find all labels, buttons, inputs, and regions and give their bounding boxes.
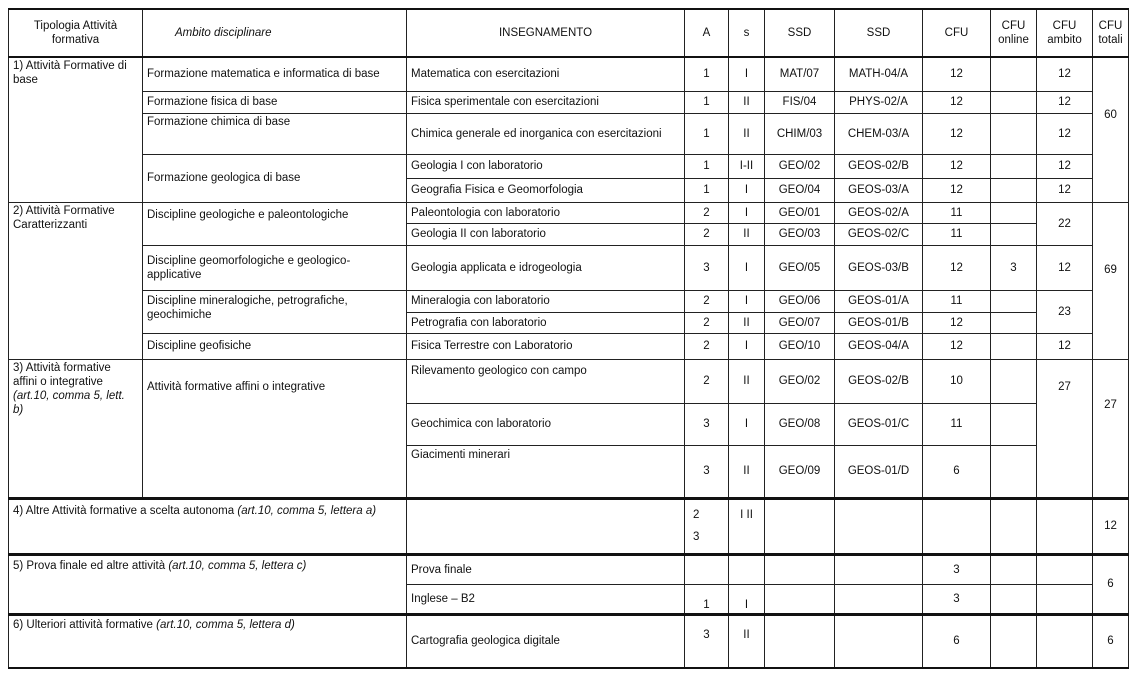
ssd-new-cell: GEOS-03/B bbox=[835, 245, 923, 290]
ssd-cell: GEO/06 bbox=[765, 290, 835, 312]
ssd-new-cell bbox=[835, 584, 923, 614]
cfu-online-cell bbox=[991, 498, 1037, 554]
insegnamento-cell: Geologia II con laboratorio bbox=[407, 223, 685, 245]
cfu-cell: 12 bbox=[923, 312, 991, 333]
semestre-cell: I-II bbox=[729, 154, 765, 178]
header-ambito: Ambito disciplinare bbox=[143, 9, 407, 57]
cfu-ambito-cell bbox=[1037, 554, 1093, 584]
cfu-online-cell bbox=[991, 359, 1037, 403]
cfu-ambito-cell bbox=[1037, 614, 1093, 668]
semestre-cell: I bbox=[729, 290, 765, 312]
cfu-online-cell bbox=[991, 154, 1037, 178]
cfu-ambito-cell: 27 bbox=[1037, 359, 1093, 498]
insegnamento-cell: Rilevamento geologico con campo bbox=[407, 359, 685, 403]
ssd-cell bbox=[765, 554, 835, 584]
cfu-cell: 12 bbox=[923, 91, 991, 113]
cfu-cell: 12 bbox=[923, 113, 991, 154]
cfu-cell: 3 bbox=[923, 554, 991, 584]
cfu-online-cell: 3 bbox=[991, 245, 1037, 290]
insegnamento-cell: Fisica Terrestre con Laboratorio bbox=[407, 333, 685, 359]
anno-cell: 2 bbox=[685, 359, 729, 403]
insegnamento-cell: Geologia I con laboratorio bbox=[407, 154, 685, 178]
ssd-cell: GEO/03 bbox=[765, 223, 835, 245]
ssd-cell: MAT/07 bbox=[765, 57, 835, 91]
semestre-cell: I bbox=[729, 245, 765, 290]
ssd-cell: GEO/09 bbox=[765, 445, 835, 498]
cfu-online-cell bbox=[991, 178, 1037, 202]
ssd-new-cell: GEOS-02/B bbox=[835, 359, 923, 403]
semestre-cell: I bbox=[729, 584, 765, 614]
ssd-new-cell: GEOS-04/A bbox=[835, 333, 923, 359]
cfu-online-cell bbox=[991, 614, 1037, 668]
cfu-cell: 11 bbox=[923, 202, 991, 223]
ssd-new-cell: CHEM-03/A bbox=[835, 113, 923, 154]
semestre-cell: II bbox=[729, 113, 765, 154]
semestre-cell: II bbox=[729, 312, 765, 333]
cfu-cell: 12 bbox=[923, 154, 991, 178]
tipologia-cell: 2) Attività Formative Caratterizzanti bbox=[9, 202, 143, 359]
cfu-ambito-cell bbox=[1037, 584, 1093, 614]
cfu-cell: 12 bbox=[923, 333, 991, 359]
cfu-cell: 11 bbox=[923, 290, 991, 312]
tipologia-cell: 1) Attività Formative di base bbox=[9, 57, 143, 202]
insegnamento-cell: Geochimica con laboratorio bbox=[407, 403, 685, 445]
header-ssd: SSD bbox=[765, 9, 835, 57]
insegnamento-cell: Paleontologia con laboratorio bbox=[407, 202, 685, 223]
insegnamento-cell: Matematica con esercitazioni bbox=[407, 57, 685, 91]
ambito-cell: Discipline geologiche e paleontologiche bbox=[143, 202, 407, 245]
header-cfu-ambito: CFU ambito bbox=[1037, 9, 1093, 57]
cfu-cell: 12 bbox=[923, 245, 991, 290]
cfu-ambito-cell: 23 bbox=[1037, 290, 1093, 333]
tipologia-cell bbox=[9, 359, 143, 498]
curriculum-table bbox=[8, 8, 1129, 669]
insegnamento-cell: Geologia applicata e idrogeologia bbox=[407, 245, 685, 290]
anno-cell: 1 bbox=[685, 178, 729, 202]
anno-cell: 1 bbox=[685, 113, 729, 154]
ssd-cell: GEO/07 bbox=[765, 312, 835, 333]
cfu-cell: 11 bbox=[923, 403, 991, 445]
header-cfu-totali: CFU totali bbox=[1093, 9, 1129, 57]
tipologia-text: 6) Ulteriori attività formative bbox=[13, 618, 153, 631]
insegnamento-cell: Giacimenti minerari bbox=[407, 445, 685, 498]
ssd-cell: FIS/04 bbox=[765, 91, 835, 113]
header-anno: A bbox=[685, 9, 729, 57]
table-row bbox=[9, 57, 1129, 91]
cfu-online-cell bbox=[991, 312, 1037, 333]
table-row bbox=[9, 333, 1129, 359]
cfu-online-cell bbox=[991, 445, 1037, 498]
insegnamento-cell bbox=[407, 498, 685, 554]
cfu-totali-cell: 6 bbox=[1093, 614, 1129, 668]
cfu-totali-cell: 69 bbox=[1093, 202, 1129, 359]
ambito-cell: Formazione geologica di base bbox=[143, 154, 407, 202]
ssd-cell bbox=[765, 584, 835, 614]
anno-cell: 1 bbox=[685, 91, 729, 113]
semestre-cell: I II bbox=[729, 498, 765, 554]
cfu-cell: 12 bbox=[923, 57, 991, 91]
table-row bbox=[9, 154, 1129, 178]
insegnamento-cell: Chimica generale ed inorganica con esercitazioni bbox=[407, 113, 685, 154]
cfu-online-cell bbox=[991, 223, 1037, 245]
table-row bbox=[9, 202, 1129, 223]
anno-cell: 1 bbox=[685, 584, 729, 614]
table-row bbox=[9, 245, 1129, 290]
table-row bbox=[9, 554, 1129, 584]
tipologia-ref: (art.10, comma 5, lettera a) bbox=[237, 504, 377, 517]
anno-cell: 2 bbox=[685, 223, 729, 245]
ambito-cell: Attività formative affini o integrative bbox=[143, 359, 407, 498]
cfu-online-cell bbox=[991, 403, 1037, 445]
cfu-totali-cell: 60 bbox=[1093, 57, 1129, 202]
ssd-cell: GEO/10 bbox=[765, 333, 835, 359]
ssd-cell: GEO/08 bbox=[765, 403, 835, 445]
anno-cell: 3 bbox=[685, 403, 729, 445]
insegnamento-cell: Inglese – B2 bbox=[407, 584, 685, 614]
cfu-ambito-cell: 12 bbox=[1037, 113, 1093, 154]
tipologia-cell bbox=[9, 554, 407, 614]
ssd-cell: CHIM/03 bbox=[765, 113, 835, 154]
cfu-online-cell bbox=[991, 584, 1037, 614]
cfu-ambito-cell: 12 bbox=[1037, 57, 1093, 91]
header-tipologia: Tipologia Attività formativa bbox=[9, 9, 143, 57]
ambito-cell: Formazione fisica di base bbox=[143, 91, 407, 113]
table-row bbox=[9, 113, 1129, 154]
cfu-cell: 6 bbox=[923, 614, 991, 668]
semestre-cell: I bbox=[729, 57, 765, 91]
insegnamento-cell: Mineralogia con laboratorio bbox=[407, 290, 685, 312]
semestre-cell: I bbox=[729, 202, 765, 223]
cfu-ambito-cell: 22 bbox=[1037, 202, 1093, 245]
semestre-cell: I bbox=[729, 333, 765, 359]
cfu-online-cell bbox=[991, 57, 1037, 91]
table-row bbox=[9, 359, 1129, 403]
tipologia-text: 4) Altre Attività formative a scelta autonoma bbox=[13, 504, 235, 517]
anno-cell bbox=[685, 554, 729, 584]
tipologia-cell bbox=[9, 614, 407, 668]
ssd-new-cell: GEOS-02/C bbox=[835, 223, 923, 245]
insegnamento-cell: Fisica sperimentale con esercitazioni bbox=[407, 91, 685, 113]
cfu-ambito-cell: 12 bbox=[1037, 91, 1093, 113]
tipologia-text: 5) Prova finale ed altre attività bbox=[13, 559, 166, 572]
cfu-ambito-cell bbox=[1037, 498, 1093, 554]
table-row bbox=[9, 614, 1129, 668]
anno-cell: 2 bbox=[685, 312, 729, 333]
ssd-new-cell bbox=[835, 498, 923, 554]
anno-cell: 2 bbox=[685, 202, 729, 223]
semestre-cell: I bbox=[729, 403, 765, 445]
semestre-cell: I bbox=[729, 178, 765, 202]
insegnamento-cell: Prova finale bbox=[407, 554, 685, 584]
ssd-cell: GEO/02 bbox=[765, 359, 835, 403]
cfu-cell: 11 bbox=[923, 223, 991, 245]
anno-cell: 3 bbox=[685, 445, 729, 498]
semestre-cell: II bbox=[729, 91, 765, 113]
insegnamento-cell: Geografia Fisica e Geomorfologia bbox=[407, 178, 685, 202]
ssd-new-cell: GEOS-02/A bbox=[835, 202, 923, 223]
anno-value: 2 bbox=[693, 508, 700, 521]
anno-cell: 3 bbox=[685, 245, 729, 290]
header-semestre: s bbox=[729, 9, 765, 57]
cfu-cell: 12 bbox=[923, 178, 991, 202]
ambito-cell: Discipline geomorfologiche e geologico-applicative bbox=[143, 245, 407, 290]
anno-cell: 2 bbox=[685, 290, 729, 312]
insegnamento-cell: Cartografia geologica digitale bbox=[407, 614, 685, 668]
cfu-ambito-cell: 12 bbox=[1037, 178, 1093, 202]
ssd-new-cell: GEOS-01/B bbox=[835, 312, 923, 333]
cfu-ambito-cell: 12 bbox=[1037, 154, 1093, 178]
header-insegnamento: INSEGNAMENTO bbox=[407, 9, 685, 57]
ssd-new-cell: PHYS-02/A bbox=[835, 91, 923, 113]
anno-cell: 1 bbox=[685, 154, 729, 178]
tipologia-ref: (art.10, comma 5, lett. b) bbox=[13, 389, 125, 416]
ambito-cell: Formazione matematica e informatica di base bbox=[143, 57, 407, 91]
cfu-online-cell bbox=[991, 290, 1037, 312]
cfu-totali-cell: 27 bbox=[1093, 359, 1129, 498]
insegnamento-cell: Petrografia con laboratorio bbox=[407, 312, 685, 333]
cfu-cell: 6 bbox=[923, 445, 991, 498]
semestre-cell: II bbox=[729, 223, 765, 245]
semestre-cell: II bbox=[729, 614, 765, 668]
tipologia-ref: (art.10, comma 5, lettera c) bbox=[168, 559, 307, 572]
cfu-online-cell bbox=[991, 113, 1037, 154]
cfu-cell bbox=[923, 498, 991, 554]
header-row bbox=[9, 9, 1129, 57]
cfu-ambito-cell: 12 bbox=[1037, 245, 1093, 290]
ssd-cell bbox=[765, 614, 835, 668]
ssd-new-cell: GEOS-03/A bbox=[835, 178, 923, 202]
header-cfu-online: CFU online bbox=[991, 9, 1037, 57]
ambito-cell: Discipline mineralogiche, petrografiche, geochimiche bbox=[143, 290, 407, 333]
cfu-online-cell bbox=[991, 333, 1037, 359]
ambito-cell: Formazione chimica di base bbox=[143, 113, 407, 154]
cfu-totali-cell: 12 bbox=[1093, 498, 1129, 554]
ssd-cell: GEO/05 bbox=[765, 245, 835, 290]
cfu-cell: 10 bbox=[923, 359, 991, 403]
header-cfu: CFU bbox=[923, 9, 991, 57]
tipologia-ref: (art.10, comma 5, lettera d) bbox=[156, 618, 295, 631]
ssd-new-cell: GEOS-01/C bbox=[835, 403, 923, 445]
ssd-cell: GEO/02 bbox=[765, 154, 835, 178]
cfu-online-cell bbox=[991, 554, 1037, 584]
anno-cell: 1 bbox=[685, 57, 729, 91]
semestre-cell: II bbox=[729, 445, 765, 498]
cfu-cell: 3 bbox=[923, 584, 991, 614]
tipologia-text: 3) Attività formative affini o integrative bbox=[13, 361, 111, 388]
semestre-cell bbox=[729, 554, 765, 584]
anno-value: 3 bbox=[693, 530, 700, 543]
anno-cell: 2 bbox=[685, 333, 729, 359]
table-row bbox=[9, 498, 1129, 554]
semestre-cell: II bbox=[729, 359, 765, 403]
anno-cell: 3 bbox=[685, 614, 729, 668]
ssd-new-cell bbox=[835, 554, 923, 584]
ssd-cell bbox=[765, 498, 835, 554]
ssd-cell: GEO/04 bbox=[765, 178, 835, 202]
cfu-online-cell bbox=[991, 202, 1037, 223]
table-row bbox=[9, 91, 1129, 113]
header-ssd-new: SSD bbox=[835, 9, 923, 57]
cfu-online-cell bbox=[991, 91, 1037, 113]
cfu-totali-cell: 6 bbox=[1093, 554, 1129, 614]
ambito-cell: Discipline geofisiche bbox=[143, 333, 407, 359]
tipologia-cell bbox=[9, 498, 407, 554]
anno-cell bbox=[685, 498, 729, 554]
cfu-ambito-cell: 12 bbox=[1037, 333, 1093, 359]
ssd-new-cell: MATH-04/A bbox=[835, 57, 923, 91]
ssd-cell: GEO/01 bbox=[765, 202, 835, 223]
ssd-new-cell bbox=[835, 614, 923, 668]
table-row bbox=[9, 290, 1129, 312]
ssd-new-cell: GEOS-02/B bbox=[835, 154, 923, 178]
ssd-new-cell: GEOS-01/D bbox=[835, 445, 923, 498]
ssd-new-cell: GEOS-01/A bbox=[835, 290, 923, 312]
